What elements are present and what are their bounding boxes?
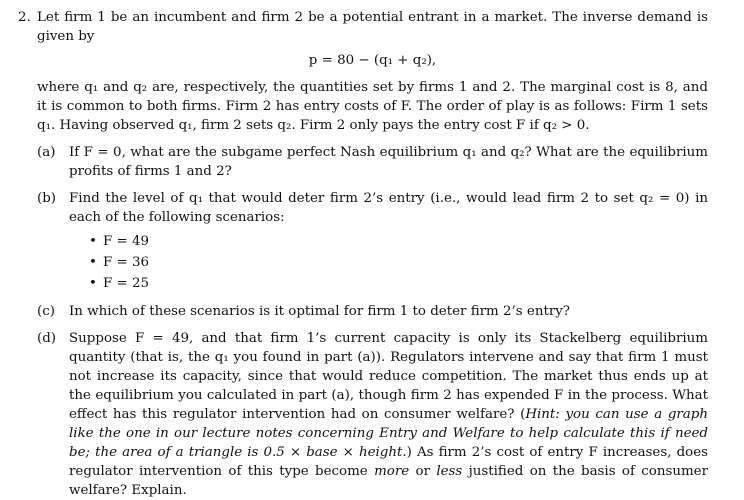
part-d-text-1: Suppose F = 49, and that firm 1’s current capacity is only its Stackelberg equilibrium quantity (that is, the q₁ you found in part (a)). Regulators intervene and say that firm 1 must not increase its capacity, since that would reduce competition. The market thus ends up at the equilibrium you calculated in part (a), though firm 2 has expended F in the process. What effect has this regulator intervention had on consumer welfare? ( [69,331,708,422]
part-a-text: If F = 0, what are the subgame perfect Nash equilibrium q₁ and q₂? What are the equilibrium profits of firms 1 and 2? [69,145,708,179]
part-d-text [69,329,708,500]
part-c-label: (c) [37,304,55,319]
part-b-label: (b) [37,191,57,206]
problem-intro: Let firm 1 be an incumbent and firm 2 be a potential entrant in a market. The inverse demand is given by [37,10,708,44]
part-d-less: less [436,464,463,479]
part-d-label: (d) [37,331,57,346]
scenario-item: • F = 25 [89,273,708,294]
part-b [37,189,708,294]
problem-2 [18,8,708,500]
part-d-hint: Hint: you can use a graph like the one in our lecture notes concerning Entry and Welfare to help calculate this if need be; the area of a triangle is 0.5 × base × height. [69,407,708,460]
part-a-label: (a) [37,145,56,160]
part-d-text-2: ) As firm 2’s cost of entry F increases, does regulator intervention of this type become [69,445,708,479]
problem-number: 2. [18,10,31,25]
scenario-item: • F = 36 [89,252,708,273]
part-a [37,143,708,181]
part-b-text: Find the level of q₁ that would deter firm 2’s entry (i.e., would lead firm 2 to set q₂ = 0) in each of the following scenarios: [69,191,708,225]
part-d-text-3: justified on the basis of consumer welfare? Explain. [69,464,708,498]
part-c [37,302,708,321]
scenario-list [69,231,708,294]
problem-body [37,8,708,500]
part-c-text: In which of these scenarios is it optimal for firm 1 to deter firm 2’s entry? [69,304,570,319]
part-d [37,329,708,500]
part-d-more: more [374,464,410,479]
demand-equation: p = 80 − (q₁ + q₂), [308,53,437,68]
scenario-item: • F = 49 [89,231,708,252]
part-d-or: or [409,464,437,479]
problem-setup: where q₁ and q₂ are, respectively, the quantities set by firms 1 and 2. The marginal cost is 8, and it is common to both firms. Firm 2 has entry costs of F. The order of play is as follows: Firm 1 sets q₁. Having observed q₁, firm 2 sets q₂. Firm 2 only pays the entry cost F if q₂ > 0. [37,80,708,133]
